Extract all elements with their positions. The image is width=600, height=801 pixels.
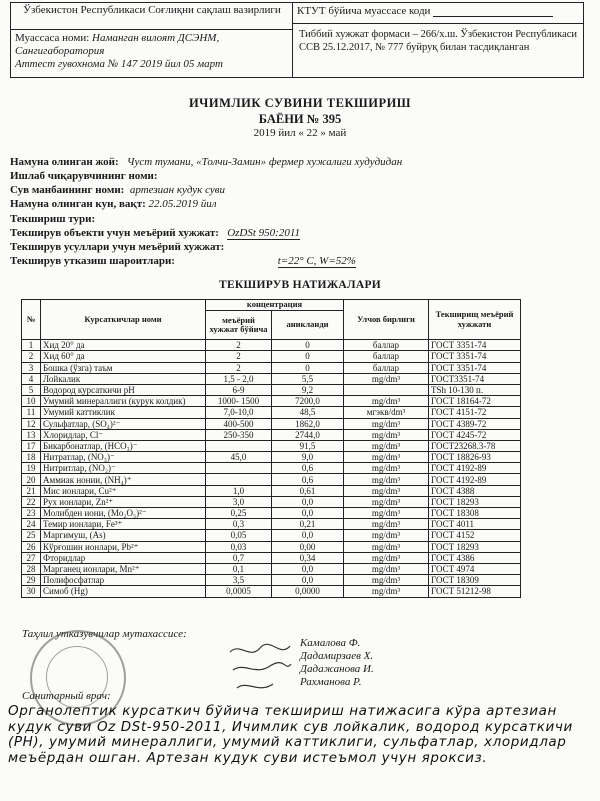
test-type-field bbox=[10, 213, 95, 225]
cell-name: Бошка (ўзга) таъм bbox=[41, 362, 206, 373]
cell-norm: 0,0005 bbox=[206, 586, 272, 597]
cell-norm: 0,03 bbox=[206, 541, 272, 552]
water-source-label: Сув манбаининг номи: bbox=[10, 184, 125, 196]
cell-name: Аммиак нонии, (NH₄)⁺ bbox=[41, 474, 206, 485]
cell-found: 0 bbox=[272, 351, 344, 362]
ktut-label: КТУТ бўйича муассасе коди bbox=[297, 5, 431, 17]
analyst-name: Дадамирзаев Х. bbox=[300, 650, 374, 662]
table-row bbox=[22, 541, 521, 552]
cell-doc: ГОСТ 3351-74 bbox=[429, 351, 521, 362]
table-row bbox=[22, 463, 521, 474]
cell-name: Марганец ионлари, Mn²⁺ bbox=[41, 563, 206, 574]
table-row bbox=[22, 496, 521, 507]
table-row bbox=[22, 384, 521, 395]
handwritten-conclusion: Органолептик курсаткич бўйича текшириш натижасига кўра артезиан кудук суви Oz DSt-950-2011, Ичимлик сув лойкалик, водород курсаткичи (PH), умумий минераллиги, умумий каттиклиги, сульфатлар, хлоридлар меъёрдан ошган. Артезан кудук суви истеъмол учун яроксиз. bbox=[8, 703, 573, 766]
table-row bbox=[22, 575, 521, 586]
cell-norm: 2 bbox=[206, 340, 272, 351]
cell-name: Темир ионлари, Fe³⁺ bbox=[41, 519, 206, 530]
cell-number: 10 bbox=[22, 396, 41, 407]
cell-number: 21 bbox=[22, 485, 41, 496]
method-doc-field bbox=[10, 241, 224, 253]
header-divider bbox=[293, 23, 583, 24]
cell-number: 22 bbox=[22, 496, 41, 507]
cell-number: 13 bbox=[22, 429, 41, 440]
cell-name: Фторидлар bbox=[41, 552, 206, 563]
cell-unit: mg/dm³ bbox=[344, 552, 429, 563]
table-row bbox=[22, 440, 521, 451]
cell-found: 0,6 bbox=[272, 463, 344, 474]
cell-name: Умумий минераллиги (курук колдик) bbox=[41, 396, 206, 407]
producer-label: Ишлаб чиқарувчининг номи: bbox=[10, 170, 158, 182]
conditions-label: Текширув утказиш шароитлари: bbox=[10, 255, 175, 267]
cell-unit: mg/dm³ bbox=[344, 463, 429, 474]
cell-found: 9,2 bbox=[272, 384, 344, 395]
col-number-header: № bbox=[22, 300, 41, 340]
cell-unit: mg/dm³ bbox=[344, 485, 429, 496]
cell-unit: mg/dm³ bbox=[344, 496, 429, 507]
cell-name: Водород курсаткичи pH bbox=[41, 384, 206, 395]
cell-name: Кўрғошин ионлари, Pb²⁺ bbox=[41, 541, 206, 552]
cell-doc: ГОСТ 4386 bbox=[429, 552, 521, 563]
table-row bbox=[22, 429, 521, 440]
cell-doc: ГОСТ 4245-72 bbox=[429, 429, 521, 440]
cell-name: Нитритлар, (NO₂)⁻ bbox=[41, 463, 206, 474]
cell-name: Полифосфатлар bbox=[41, 575, 206, 586]
document-title: ИЧИМЛИК СУВИНИ ТЕКШИРИШ bbox=[188, 96, 412, 110]
attest-line: Аттест гувохнома № 147 2019 йил 05 март bbox=[15, 58, 223, 70]
cell-name: Рух ионлари, Zn²⁺ bbox=[41, 496, 206, 507]
cell-found: 0,0 bbox=[272, 508, 344, 519]
producer-field bbox=[10, 170, 158, 182]
document-header bbox=[10, 2, 582, 76]
cell-doc: TSh 10-130 п. bbox=[429, 384, 521, 395]
cell-found: 2744,0 bbox=[272, 429, 344, 440]
norm-doc-field bbox=[10, 227, 300, 240]
table-row bbox=[22, 351, 521, 362]
cell-number: 24 bbox=[22, 519, 41, 530]
cell-found: 0,0 bbox=[272, 530, 344, 541]
table-row bbox=[22, 586, 521, 597]
cell-doc: ГОСТ 18293 bbox=[429, 541, 521, 552]
cell-number: 29 bbox=[22, 575, 41, 586]
table-row bbox=[22, 418, 521, 429]
cell-norm: 0,7 bbox=[206, 552, 272, 563]
cell-norm: 0,3 bbox=[206, 519, 272, 530]
cell-norm: 0,1 bbox=[206, 563, 272, 574]
table-row bbox=[22, 474, 521, 485]
table-row bbox=[22, 407, 521, 418]
header-right-box bbox=[292, 2, 584, 78]
cell-norm: 45,0 bbox=[206, 452, 272, 463]
analyst-name: Рахманова Р. bbox=[300, 676, 362, 688]
cell-found: 0 bbox=[272, 340, 344, 351]
col-found-header: аникланди bbox=[272, 311, 344, 340]
cell-unit: mg/dm³ bbox=[344, 508, 429, 519]
cell-unit: mg/dm³ bbox=[344, 541, 429, 552]
cell-number: 26 bbox=[22, 541, 41, 552]
sanitary-doctor-label: Санитарный врач: bbox=[22, 690, 111, 702]
sample-time-field bbox=[10, 198, 217, 210]
table-row bbox=[22, 508, 521, 519]
form-text: Тиббий хужжат формаси – 266/х.ш. Ўзбекистон Республикаси ССВ 25.12.2017, № 777 буйруқ билан тасдиқланган bbox=[299, 29, 578, 53]
cell-number: 2 bbox=[22, 351, 41, 362]
cell-number: 4 bbox=[22, 373, 41, 384]
sample-time-label: Намуна олинган кун, вақт: bbox=[10, 198, 146, 210]
ministry-name: Ўзбекистон Республикаси Соғлиқни сақлаш вазирлиги bbox=[23, 4, 281, 16]
cell-norm bbox=[206, 440, 272, 451]
table-row bbox=[22, 485, 521, 496]
cell-number: 30 bbox=[22, 586, 41, 597]
table-row bbox=[22, 373, 521, 384]
cell-norm: 3,0 bbox=[206, 496, 272, 507]
analyst-names bbox=[300, 637, 374, 689]
cell-unit: баллар bbox=[344, 340, 429, 351]
table-row bbox=[22, 552, 521, 563]
col-norm-header: меъёрий хужжат бўйича bbox=[206, 311, 272, 340]
results-table bbox=[21, 299, 521, 598]
cell-name: Симоб (Hg) bbox=[41, 586, 206, 597]
cell-number: 1 bbox=[22, 340, 41, 351]
cell-norm: 7,0-10,0 bbox=[206, 407, 272, 418]
conditions-field bbox=[10, 255, 356, 268]
cell-name: Хид 20° да bbox=[41, 340, 206, 351]
cell-number: 20 bbox=[22, 474, 41, 485]
cell-doc: ГОСТ3351-74 bbox=[429, 373, 521, 384]
cell-doc: ГОСТ 4011 bbox=[429, 519, 521, 530]
sample-place-label: Намуна олинган жой: bbox=[10, 156, 119, 168]
cell-norm: 2 bbox=[206, 362, 272, 373]
method-doc-label: Текширув усуллари учун меъёрий хужжат: bbox=[10, 241, 225, 253]
cell-doc: ГОСТ 18826-93 bbox=[429, 452, 521, 463]
cell-unit: mg/dm³ bbox=[344, 429, 429, 440]
cell-name: Сульфатлар, (SO₄)²⁻ bbox=[41, 418, 206, 429]
cell-found: 0,0 bbox=[272, 496, 344, 507]
cell-found: 0,00 bbox=[272, 541, 344, 552]
cell-name: Бикарбонатлар, (HCO₃)⁻ bbox=[41, 440, 206, 451]
cell-unit: mg/dm³ bbox=[344, 440, 429, 451]
results-title: ТЕКШИРУВ НАТИЖАЛАРИ bbox=[218, 279, 382, 291]
cell-doc: ГОСТ 3351-74 bbox=[429, 340, 521, 351]
cell-unit: mg/dm³ bbox=[344, 586, 429, 597]
table-row bbox=[22, 530, 521, 541]
cell-unit: mg/dm³ bbox=[344, 452, 429, 463]
cell-number: 23 bbox=[22, 508, 41, 519]
cell-norm: 0,25 bbox=[206, 508, 272, 519]
cell-name: Умумий каттиклик bbox=[41, 407, 206, 418]
cell-norm: 1,0 bbox=[206, 485, 272, 496]
cell-doc: ГОСТ 3351-74 bbox=[429, 362, 521, 373]
cell-number: 11 bbox=[22, 407, 41, 418]
cell-number: 3 bbox=[22, 362, 41, 373]
sample-place-value: Чуст тумани, «Толчи-Замин» фермер хужалиги худудидан bbox=[126, 156, 403, 168]
cell-doc: ГОСТ 4974 bbox=[429, 563, 521, 574]
cell-unit: mg/dm³ bbox=[344, 396, 429, 407]
cell-norm bbox=[206, 463, 272, 474]
cell-unit: mg/dm³ bbox=[344, 474, 429, 485]
cell-number: 5 bbox=[22, 384, 41, 395]
cell-found: 0,6 bbox=[272, 474, 344, 485]
signature bbox=[225, 640, 295, 700]
test-type-label: Текшириш тури: bbox=[10, 213, 96, 225]
cell-norm: 0,05 bbox=[206, 530, 272, 541]
cell-unit: mg/dm³ bbox=[344, 575, 429, 586]
cell-norm bbox=[206, 474, 272, 485]
norm-doc-value: OzDSt 950:2011 bbox=[227, 227, 301, 239]
cell-doc: ГОСТ 51212-98 bbox=[429, 586, 521, 597]
org-label: Муассаса номи: bbox=[15, 32, 90, 44]
cell-found: 48,5 bbox=[272, 407, 344, 418]
cell-name: Нитратлар, (NO₃)⁻ bbox=[41, 452, 206, 463]
col-concentration-header: концентрация bbox=[206, 300, 344, 311]
col-name-header: Курсаткичлар номи bbox=[41, 300, 206, 340]
conditions-value: t=22° C, W=52% bbox=[277, 255, 356, 267]
cell-norm: 6-9 bbox=[206, 384, 272, 395]
cell-unit bbox=[344, 384, 429, 395]
header-left-box bbox=[10, 2, 293, 78]
table-row bbox=[22, 362, 521, 373]
cell-norm: 2 bbox=[206, 351, 272, 362]
cell-doc: ГОСТ 4192-89 bbox=[429, 463, 521, 474]
ktut-blank bbox=[433, 16, 553, 17]
cell-name: Лойкалик bbox=[41, 373, 206, 384]
cell-found: 0,21 bbox=[272, 519, 344, 530]
cell-found: 0 bbox=[272, 362, 344, 373]
cell-found: 91,5 bbox=[272, 440, 344, 451]
cell-doc: ГОСТ23268.3-78 bbox=[429, 440, 521, 451]
cell-unit: mg/dm³ bbox=[344, 530, 429, 541]
cell-norm: 250-350 bbox=[206, 429, 272, 440]
water-source-field bbox=[10, 184, 225, 196]
cell-name: Молибден иони, (Mo₂O₅)²⁻ bbox=[41, 508, 206, 519]
sample-place-field bbox=[10, 156, 402, 168]
cell-number: 19 bbox=[22, 463, 41, 474]
cell-number: 27 bbox=[22, 552, 41, 563]
cell-number: 28 bbox=[22, 563, 41, 574]
cell-doc: ГОСТ 4389-72 bbox=[429, 418, 521, 429]
cell-found: 1862,0 bbox=[272, 418, 344, 429]
cell-number: 25 bbox=[22, 530, 41, 541]
analysts-label: Таҳлил утказувчилар мутахассисе: bbox=[22, 628, 187, 640]
analyst-name: Дадажанова И. bbox=[300, 663, 374, 675]
cell-number: 17 bbox=[22, 440, 41, 451]
cell-unit: мгэкв/dm³ bbox=[344, 407, 429, 418]
cell-doc: ГОСТ 18293 bbox=[429, 496, 521, 507]
cell-norm: 3,5 bbox=[206, 575, 272, 586]
cell-found: 5,5 bbox=[272, 373, 344, 384]
table-row bbox=[22, 396, 521, 407]
cell-unit: баллар bbox=[344, 362, 429, 373]
analyst-name: Камалова Ф. bbox=[300, 637, 361, 649]
table-row bbox=[22, 563, 521, 574]
sample-time-value: 22.05.2019 йил bbox=[148, 198, 217, 210]
cell-found: 7200,0 bbox=[272, 396, 344, 407]
cell-found: 0,0000 bbox=[272, 586, 344, 597]
document-date: 2019 йил « 22 » май bbox=[253, 127, 347, 139]
cell-norm: 1,5 - 2,0 bbox=[206, 373, 272, 384]
cell-number: 12 bbox=[22, 418, 41, 429]
col-doc-header: Текширищ меъёрий хужжати bbox=[429, 300, 521, 340]
cell-norm: 400-500 bbox=[206, 418, 272, 429]
cell-unit: баллар bbox=[344, 351, 429, 362]
cell-name: Хлоридлар, Cl⁻ bbox=[41, 429, 206, 440]
table-row bbox=[22, 519, 521, 530]
cell-doc: ГОСТ 18308 bbox=[429, 508, 521, 519]
cell-unit: mg/dm³ bbox=[344, 563, 429, 574]
cell-unit: mg/dm³ bbox=[344, 519, 429, 530]
col-unit-header: Улчов бирлиги bbox=[344, 300, 429, 340]
org-name: Наманган вилоят ДСЭНМ, Сангигаборатория bbox=[15, 32, 220, 57]
cell-name: Хид 60° да bbox=[41, 351, 206, 362]
cell-doc: ГОСТ 4152 bbox=[429, 530, 521, 541]
document-number: БАЁНИ № 395 bbox=[258, 112, 342, 126]
cell-name: Мис ионлари, Cu²⁺ bbox=[41, 485, 206, 496]
cell-found: 0,61 bbox=[272, 485, 344, 496]
cell-name: Маргимуш, (As) bbox=[41, 530, 206, 541]
cell-found: 9,0 bbox=[272, 452, 344, 463]
cell-number: 18 bbox=[22, 452, 41, 463]
cell-found: 0,0 bbox=[272, 575, 344, 586]
cell-doc: ГОСТ 4151-72 bbox=[429, 407, 521, 418]
ktut-line bbox=[297, 5, 553, 17]
header-divider bbox=[11, 29, 293, 30]
cell-doc: ГОСТ 4192-89 bbox=[429, 474, 521, 485]
water-source-value: артезиан кудук суви bbox=[129, 184, 226, 196]
cell-unit: mg/dm³ bbox=[344, 373, 429, 384]
cell-norm: 1000- 1500 bbox=[206, 396, 272, 407]
cell-doc: ГОСТ 18164-72 bbox=[429, 396, 521, 407]
table-row bbox=[22, 452, 521, 463]
cell-found: 0,34 bbox=[272, 552, 344, 563]
norm-doc-label: Текширув объекти учун меъёрий хужжат: bbox=[10, 227, 219, 239]
cell-doc: ГОСТ 18309 bbox=[429, 575, 521, 586]
cell-found: 0,0 bbox=[272, 563, 344, 574]
organization-block bbox=[15, 32, 291, 71]
table-row bbox=[22, 340, 521, 351]
cell-unit: mg/dm³ bbox=[344, 418, 429, 429]
cell-doc: ГОСТ 4388 bbox=[429, 485, 521, 496]
